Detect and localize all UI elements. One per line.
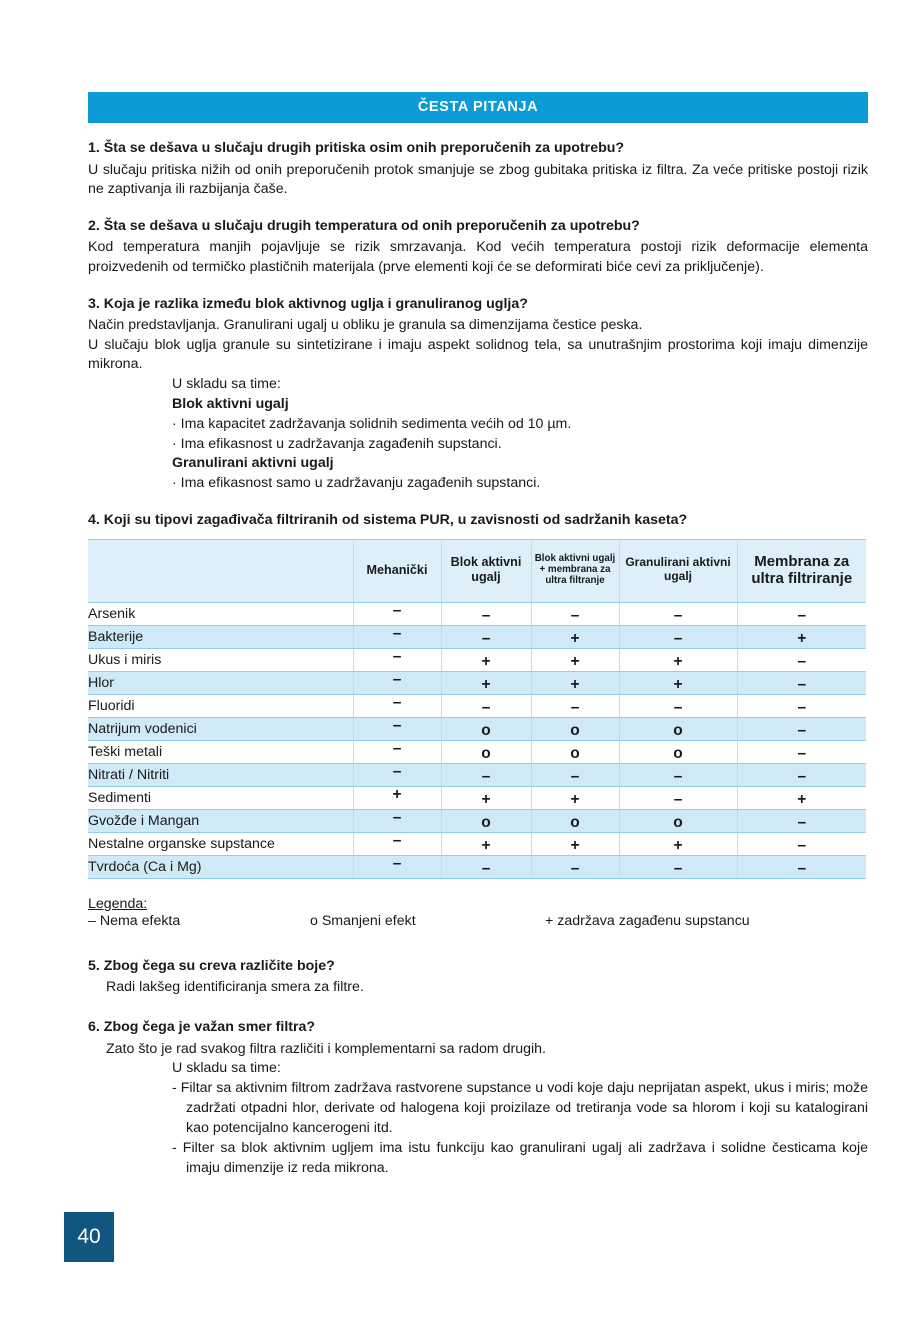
table-cell-value: – — [353, 809, 441, 832]
table-row-label: Natrijum vodenici — [88, 717, 353, 740]
table-row — [88, 855, 866, 878]
table-cell-value: – — [353, 855, 441, 878]
table-cell-value: – — [531, 855, 619, 878]
faq-answer-3-line1: Način predstavljanja. Granulirani ugalj u obliku je granula sa dimenzijama čestice peska. — [88, 317, 643, 334]
table-row — [88, 809, 866, 832]
table-header-row — [88, 539, 866, 602]
table-cell-value: – — [441, 855, 531, 878]
table-cell-value: + — [619, 832, 737, 855]
legend-items-row — [88, 913, 868, 935]
legend-title: Legenda: — [88, 895, 148, 912]
table-cell-value: + — [531, 625, 619, 648]
table-cell-value: – — [737, 648, 866, 671]
table-cell-value: – — [737, 671, 866, 694]
table-row — [88, 763, 866, 786]
table-cell-value: – — [737, 602, 866, 625]
table-row — [88, 671, 866, 694]
faq-question-5: 5. Zbog čega su creva različite boje? — [88, 957, 335, 974]
page-number-badge: 40 — [64, 1212, 114, 1262]
table-cell-value: – — [353, 625, 441, 648]
table-cell-value: – — [737, 832, 866, 855]
table-row — [88, 717, 866, 740]
faq-3-blok-bullet-1: · Ima kapacitet zadržavanja solidnih sedimenta većih od 10 µm. — [172, 415, 572, 432]
faq-question-4: 4. Koji su tipovi zagađivača filtriranih od sistema PUR, u zavisnosti od sadržanih kaseta? — [88, 512, 688, 529]
table-cell-value: o — [441, 740, 531, 763]
table-row-label: Bakterije — [88, 625, 353, 648]
faq-question-1: 1. Šta se dešava u slučaju drugih pritiska osim onih preporučenih za upotrebu? — [88, 140, 625, 156]
table-row-label: Nitrati / Nitriti — [88, 763, 353, 786]
table-cell-value: – — [619, 625, 737, 648]
page-content — [88, 92, 868, 1195]
section-banner-cesta-pitanja: ČESTA PITANJA — [88, 92, 868, 123]
table-cell-value: – — [441, 625, 531, 648]
table-row — [88, 740, 866, 763]
faq-question-2: 2. Šta se dešava u slučaju drugih temperatura od onih preporučenih za upotrebu? — [88, 217, 640, 234]
legend-item-retains: + zadržava zagađenu supstancu — [545, 912, 750, 929]
table-row-label: Gvožđe i Mangan — [88, 809, 353, 832]
table-cell-value: + — [619, 671, 737, 694]
table-cell-value: – — [619, 855, 737, 878]
faq-item-1 — [88, 139, 868, 200]
table-cell-value: – — [531, 602, 619, 625]
table-cell-value: o — [531, 809, 619, 832]
table-row-label: Arsenik — [88, 602, 353, 625]
table-row — [88, 625, 866, 648]
table-legend — [88, 896, 868, 935]
faq-answer-2: Kod temperatura manjih pojavljuje se rizik smrzavanja. Kod većih temperatura postoji rizik deformacije elementa proizvedenih od termičko plastičnih materijala (prve elementi koji će se deformirati biće cevi za priključenje). — [88, 239, 868, 275]
faq-item-3 — [88, 295, 868, 495]
table-cell-value: + — [531, 648, 619, 671]
table-col-header-blok-aktivni-ugalj: Blok aktivni ugalj — [441, 539, 531, 602]
table-cell-value: + — [737, 625, 866, 648]
table-row-label: Hlor — [88, 671, 353, 694]
table-cell-value: – — [619, 602, 737, 625]
table-cell-value: – — [737, 694, 866, 717]
table-cell-value: o — [619, 740, 737, 763]
table-cell-value: – — [737, 717, 866, 740]
faq-question-6: 6. Zbog čega je važan smer filtra? — [88, 1018, 316, 1035]
table-row-label: Nestalne organske supstance — [88, 832, 353, 855]
table-row-label: Fluoridi — [88, 694, 353, 717]
table-row — [88, 648, 866, 671]
table-row-label: Teški metali — [88, 740, 353, 763]
faq-6-dash-item-2: - Filter sa blok aktivnim ugljem ima istu funkciju kao granulirani ugalj ali zadržava i solidne česticama koje imaju dimenzije iz reda mikrona. — [172, 1139, 868, 1176]
table-cell-value: – — [441, 763, 531, 786]
table-cell-value: – — [353, 740, 441, 763]
faq-answer-3-line2: U slučaju blok uglja granule su sintetizirane i imaju aspekt solidnog tela, sa unutrašnjim prostorima koji imaju dimenzije mikrona. — [88, 336, 868, 373]
faq-3-blok-bullet-2: · Ima efikasnost u zadržavanja zagađenih supstanci. — [172, 435, 502, 452]
table-row — [88, 832, 866, 855]
faq-item-2 — [88, 217, 868, 278]
legend-item-reduced-effect: o Smanjeni efekt — [310, 912, 416, 929]
table-col-header-membrana-ultra: Membrana za ultra filtriranje — [737, 539, 866, 602]
table-col-header-label — [88, 539, 353, 602]
faq-6-dash-list — [172, 1079, 868, 1178]
table-cell-value: + — [441, 786, 531, 809]
faq-item-4 — [88, 511, 868, 879]
table-cell-value: + — [441, 671, 531, 694]
table-cell-value: + — [737, 786, 866, 809]
table-cell-value: o — [619, 809, 737, 832]
table-row — [88, 602, 866, 625]
faq-3-lead: U skladu sa time: — [172, 375, 281, 392]
faq-3-subtitle-blok: Blok aktivni ugalj — [172, 395, 289, 412]
table-cell-value: – — [737, 763, 866, 786]
table-cell-value: o — [531, 717, 619, 740]
table-cell-value: + — [441, 648, 531, 671]
table-cell-value: o — [441, 717, 531, 740]
table-row-label: Tvrdoća (Ca i Mg) — [88, 855, 353, 878]
table-cell-value: – — [353, 717, 441, 740]
pollutant-filter-table — [88, 539, 866, 879]
table-cell-value: + — [353, 786, 441, 809]
faq-question-3: 3. Koja je razlika između blok aktivnog uglja i granuliranog uglja? — [88, 295, 528, 312]
table-body — [88, 602, 866, 878]
table-cell-value: – — [619, 694, 737, 717]
table-cell-value: – — [737, 809, 866, 832]
legend-item-no-effect: – Nema efekta — [88, 912, 181, 929]
table-cell-value: – — [353, 602, 441, 625]
faq-item-5 — [88, 957, 868, 998]
table-cell-value: – — [353, 763, 441, 786]
table-cell-value: + — [531, 832, 619, 855]
table-row — [88, 694, 866, 717]
table-cell-value: – — [531, 763, 619, 786]
table-row — [88, 786, 866, 809]
table-cell-value: – — [737, 740, 866, 763]
table-cell-value: – — [737, 855, 866, 878]
table-cell-value: – — [353, 648, 441, 671]
table-cell-value: – — [531, 694, 619, 717]
table-row-label: Sedimenti — [88, 786, 353, 809]
table-row-label: Ukus i miris — [88, 648, 353, 671]
table-cell-value: o — [531, 740, 619, 763]
table-cell-value: o — [441, 809, 531, 832]
table-cell-value: + — [531, 786, 619, 809]
table-cell-value: o — [619, 717, 737, 740]
table-cell-value: – — [353, 671, 441, 694]
table-cell-value: + — [531, 671, 619, 694]
table-cell-value: – — [441, 694, 531, 717]
table-cell-value: – — [353, 694, 441, 717]
faq-item-6 — [88, 1018, 868, 1178]
faq-3-subtitle-granulirani: Granulirani aktivni ugalj — [172, 455, 334, 472]
table-cell-value: – — [353, 832, 441, 855]
table-cell-value: – — [441, 602, 531, 625]
faq-6-lead: U skladu sa time: — [172, 1060, 281, 1077]
table-col-header-mehanicki: Mehanički — [353, 539, 441, 602]
table-cell-value: – — [619, 786, 737, 809]
faq-3-granulirani-bullet-1: · Ima efikasnost samo u zadržavanju zagađenih supstanci. — [172, 475, 541, 492]
table-cell-value: + — [441, 832, 531, 855]
table-col-header-blok-membrana: Blok aktivni ugalj + membrana za ultra filtranje — [531, 539, 619, 602]
faq-6-dash-item-1: - Filtar sa aktivnim filtrom zadržava rastvorene supstance u vodi koje daju neprijatan aspekt, ukus i miris; može zadržati otpadni hlor, derivate od halogena koji proizilaze od tretiranja vode sa hlorom i koji su katalogirani kao potencijalno kancerogeni itd. — [172, 1080, 868, 1136]
faq-answer-6: Zato što je rad svakog filtra različiti i komplementarni sa radom drugih. — [106, 1040, 546, 1057]
table-cell-value: – — [619, 763, 737, 786]
faq-answer-1: U slučaju pritiska nižih od onih preporučenih protok smanjuje se zbog gubitaka pritiska iz filtra. Za veće pritiske postoji rizik ne zaptivanja ili razbijanja čaše. — [88, 161, 868, 198]
table-cell-value: + — [619, 648, 737, 671]
table-col-header-granulirani: Granulirani aktivni ugalj — [619, 539, 737, 602]
faq-answer-5: Radi lakšeg identificiranja smera za filtre. — [106, 979, 364, 996]
